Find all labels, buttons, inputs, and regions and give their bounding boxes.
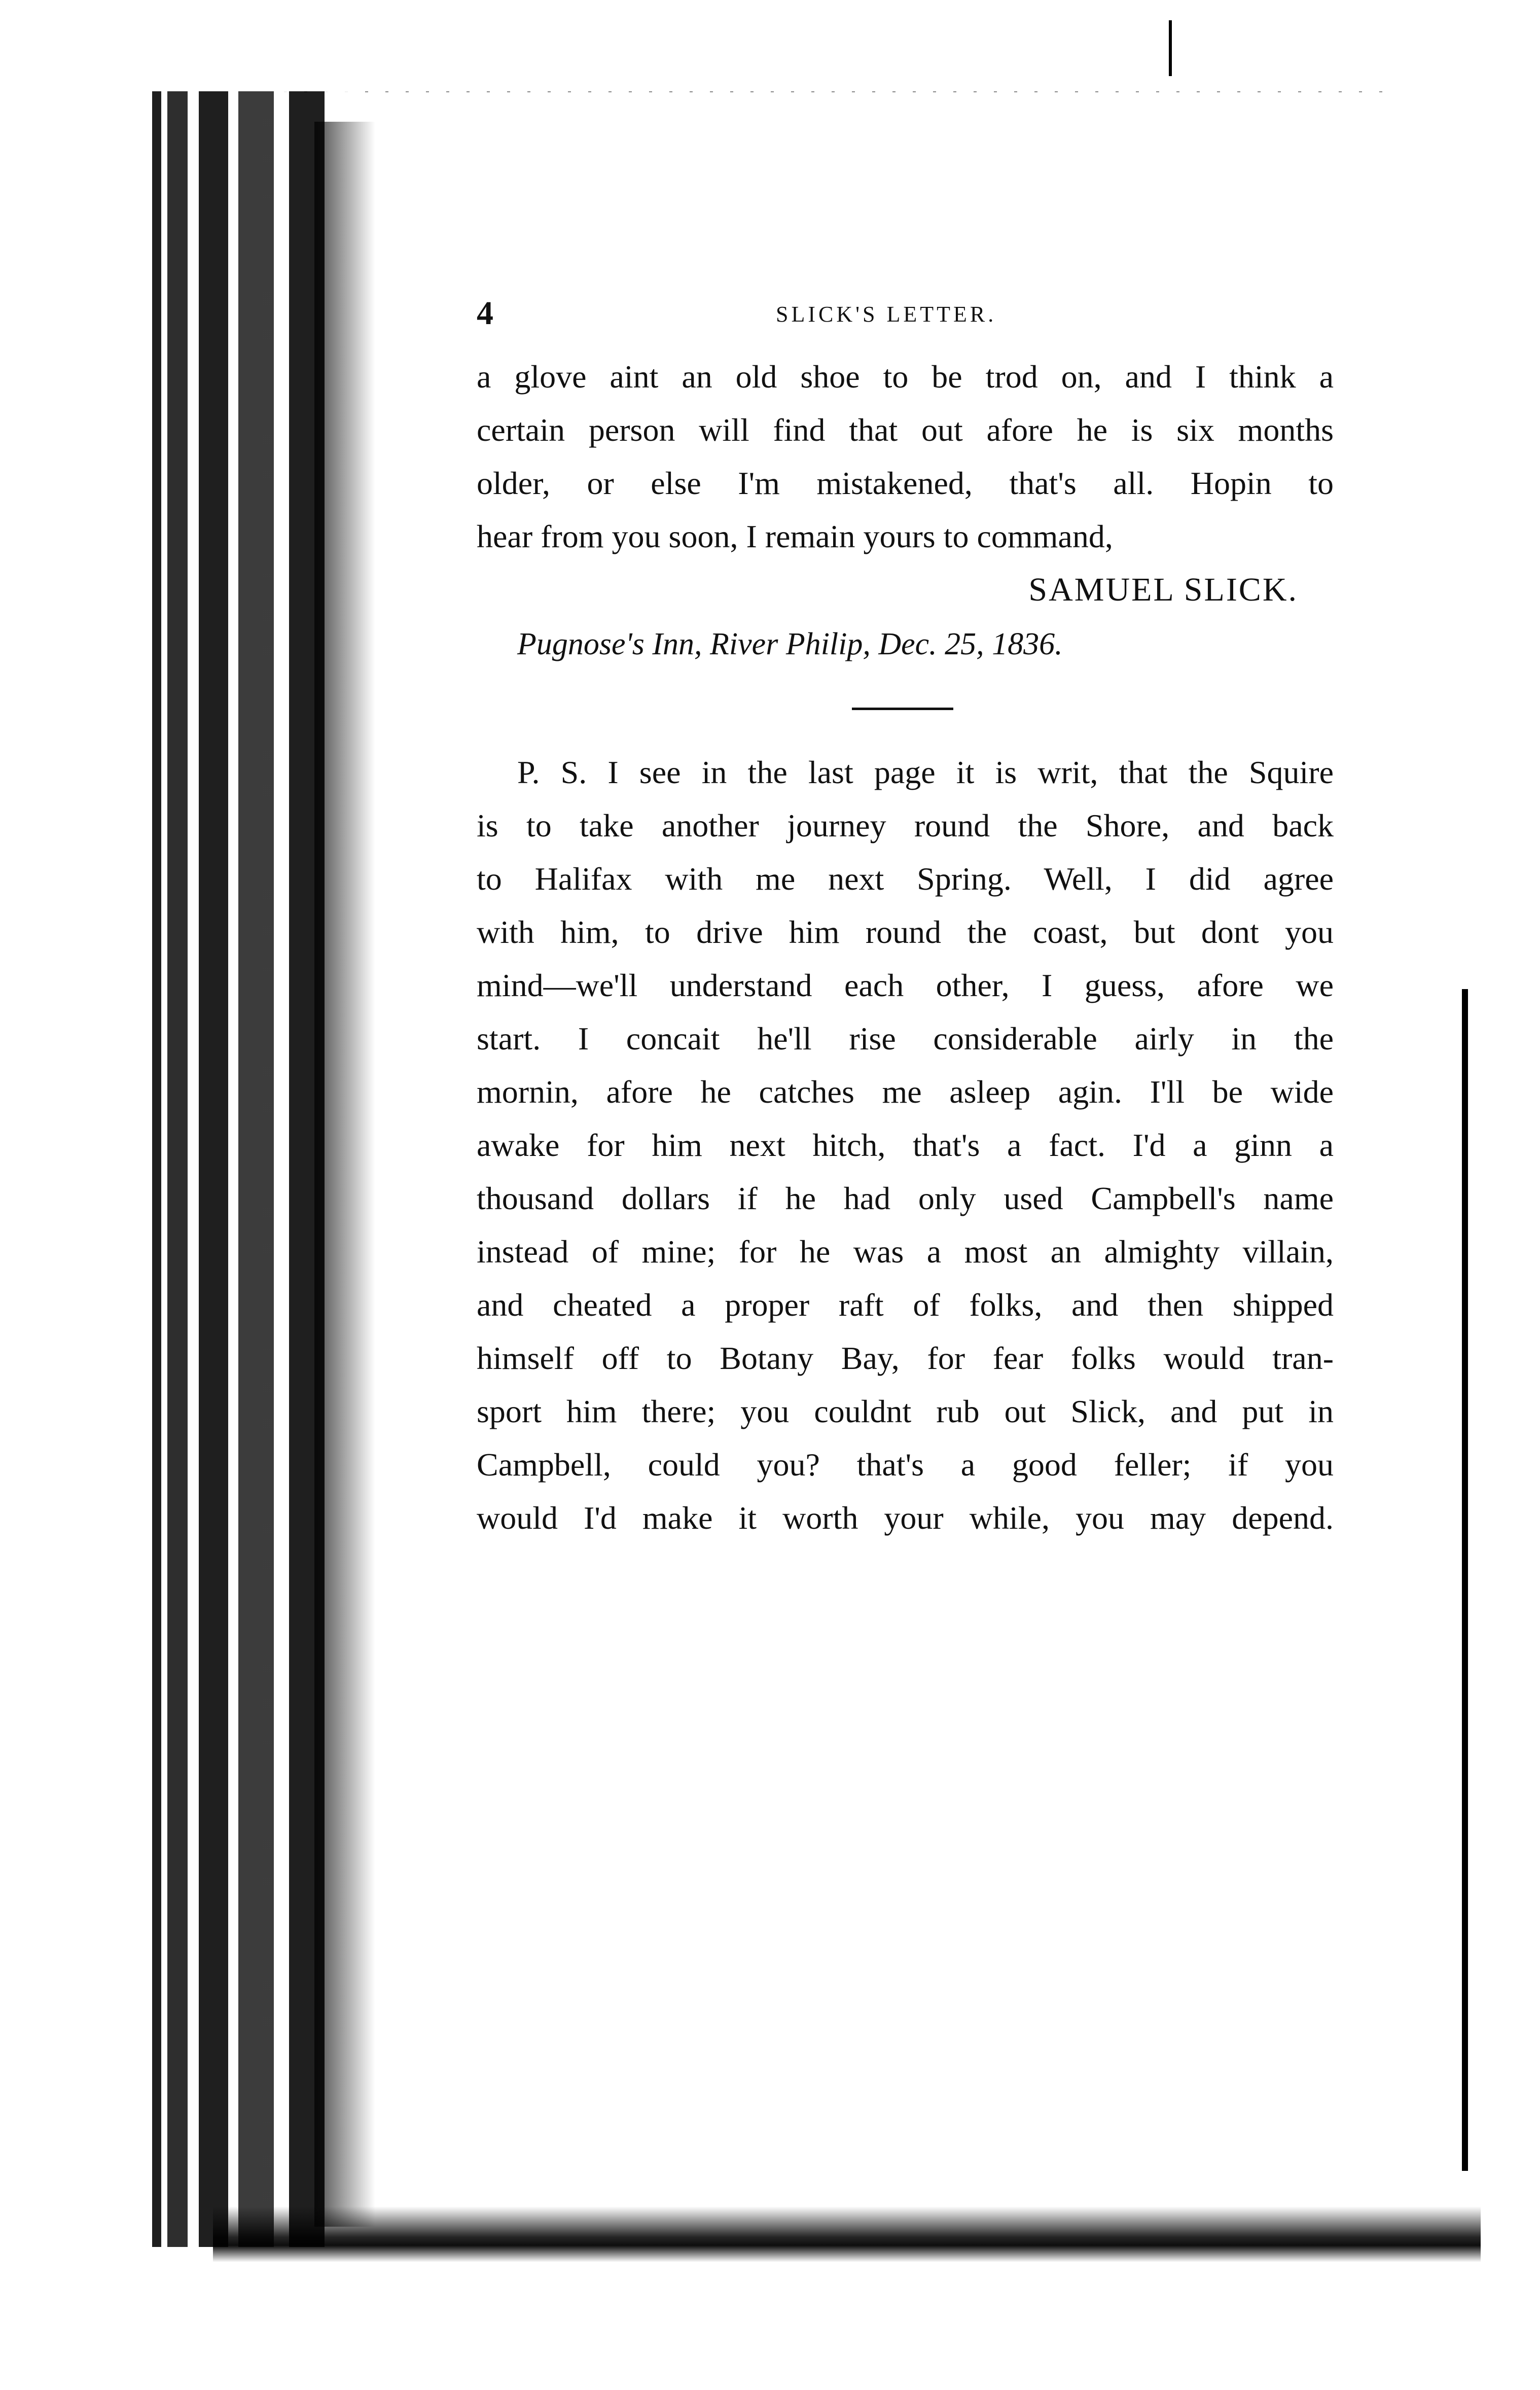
scanned-right-edge: [1462, 989, 1468, 2171]
text-line: with him, to drive him round the coast, but dont you: [477, 914, 1334, 950]
letter-closing: [477, 350, 1334, 672]
text-line: to Halifax with me next Spring. Well, I did agree: [477, 861, 1334, 897]
text-line: is to take another journey round the Shore, and back: [477, 807, 1334, 843]
running-head: [477, 294, 1334, 350]
place-and-date: Pugnose's Inn, River Philip, Dec. 25, 1836.: [517, 627, 1063, 661]
text-line: a glove aint an old shoe to be trod on, and I think a: [477, 359, 1334, 395]
page-number: 4: [477, 295, 493, 332]
text-line: sport him there; you couldnt rub out Slick, and put in: [477, 1393, 1334, 1429]
signature: SAMUEL SLICK.: [1028, 571, 1298, 608]
running-title: SLICK'S LETTER.: [776, 302, 997, 327]
text-line: older, or else I'm mistakened, that's all. Hopin to: [477, 465, 1334, 501]
text-line: awake for him next hitch, that's a fact. I'd a ginn a: [477, 1127, 1334, 1163]
text-line: P. S. I see in the last page it is writ, that the Squire: [517, 754, 1334, 790]
scan-top-edge: [284, 91, 1400, 92]
text-line: certain person will find that out afore he is six months: [477, 412, 1334, 448]
text-line: hear from you soon, I remain yours to command,: [477, 518, 1113, 554]
text-line: would I'd make it worth your while, you may depend.: [477, 1500, 1334, 1536]
scan-mark: [1169, 20, 1172, 76]
postscript: [477, 746, 1334, 1544]
text-line: thousand dollars if he had only used Campbell's name: [477, 1180, 1334, 1216]
text-line: Campbell, could you? that's a good feller; if you: [477, 1447, 1334, 1483]
text-line: and cheated a proper raft of folks, and then shipped: [477, 1287, 1334, 1323]
text-line: mornin, afore he catches me asleep agin. I'll be wide: [477, 1074, 1334, 1110]
section-separator: [852, 708, 953, 710]
text-line: himself off to Botany Bay, for fear folks would tran-: [477, 1340, 1334, 1376]
text-line: instead of mine; for he was a most an almighty villain,: [477, 1234, 1334, 1270]
scanned-binding-fade: [314, 122, 375, 2227]
text-line: mind—we'll understand each other, I guess, afore we: [477, 967, 1334, 1003]
text-line: start. I concait he'll rise considerable airly in the: [477, 1021, 1334, 1057]
page-text: [477, 294, 1334, 1544]
scanned-bottom-edge: [213, 2206, 1481, 2262]
